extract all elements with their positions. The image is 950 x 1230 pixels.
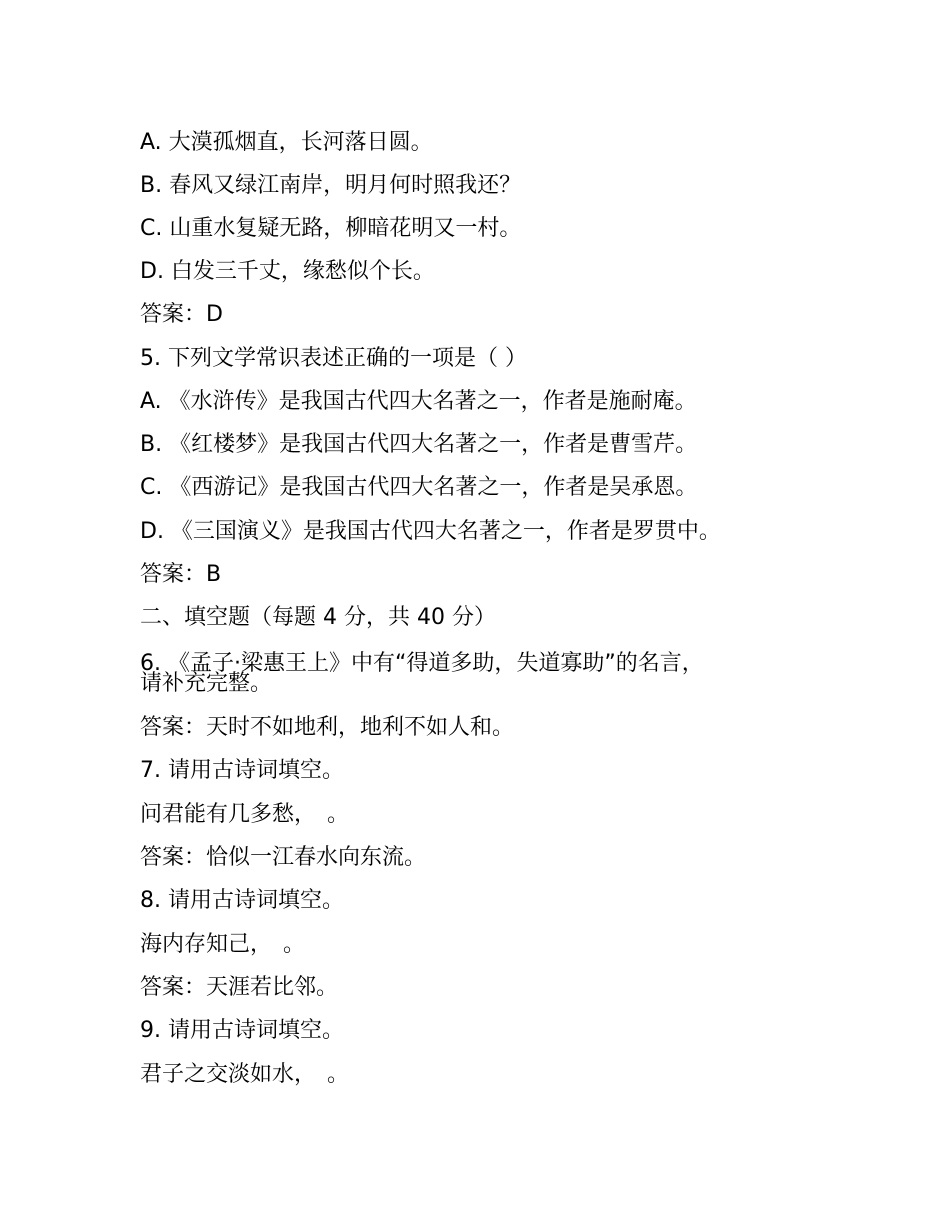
q5-option-c: C. 《西游记》是我国古代四大名著之一，作者是吴承恩。 <box>140 475 698 500</box>
q6-answer: 答案：天时不如地利，地利不如人和。 <box>140 715 515 740</box>
q9-blank: 君子之交淡如水， 。 <box>140 1062 350 1087</box>
q9-stem: 9. 请用古诗词填空。 <box>140 1018 344 1043</box>
q5-stem: 5. 下列文学常识表述正确的一项是（ ） <box>140 346 527 371</box>
q4-option-a: A. 大漠孤烟直，长河落日圆。 <box>140 130 433 155</box>
q4-option-b: B. 春风又绿江南岸，明月何时照我还？ <box>140 173 522 198</box>
section-heading: 二、填空题（每题 4 分，共 40 分） <box>140 605 496 630</box>
q5-option-b: B. 《红楼梦》是我国古代四大名著之一，作者是曹雪芹。 <box>140 432 698 457</box>
q5-option-d: D. 《三国演义》是我国古代四大名著之一，作者是罗贯中。 <box>140 519 721 544</box>
q4-option-d: D. 白发三千丈，缘愁似个长。 <box>140 259 435 284</box>
q7-answer: 答案：恰似一江春水向东流。 <box>140 845 427 870</box>
q6-stem-line2: 请补充完整。 <box>140 671 273 696</box>
q8-blank: 海内存知己， 。 <box>140 932 306 957</box>
q5-option-a: A. 《水浒传》是我国古代四大名著之一，作者是施耐庵。 <box>140 389 697 414</box>
q6-stem <box>140 651 704 696</box>
q7-stem: 7. 请用古诗词填空。 <box>140 758 344 783</box>
q6-stem-line1: 6. 《孟子·梁惠王上》中有“得道多助，失道寡助”的名言， <box>140 651 704 676</box>
q7-blank: 问君能有几多愁， 。 <box>140 802 350 827</box>
q8-answer: 答案：天涯若比邻。 <box>140 975 339 1000</box>
q8-stem: 8. 请用古诗词填空。 <box>140 888 344 913</box>
q5-answer: 答案：B <box>140 562 222 587</box>
q4-option-c: C. 山重水复疑无路，柳暗花明又一村。 <box>140 216 522 241</box>
q4-answer: 答案：D <box>140 302 223 327</box>
